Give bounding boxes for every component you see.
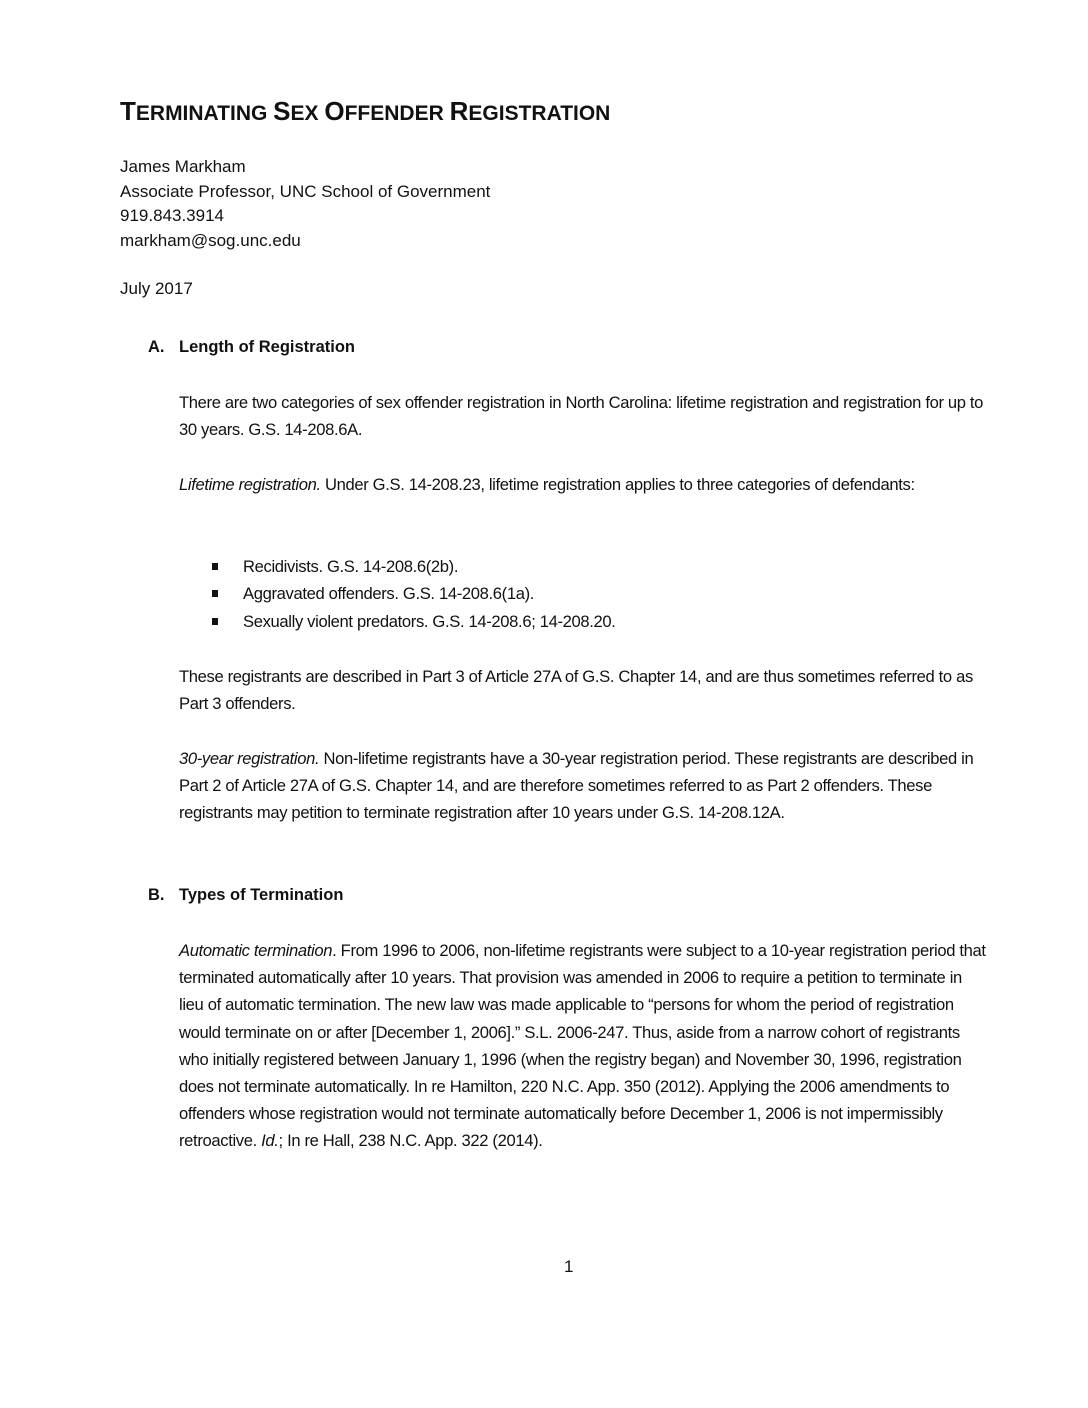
square-bullet-icon [212,563,218,570]
title-word: TERMINATING [120,96,268,126]
section-a-heading [148,338,355,357]
list-item: Sexually violent predators. G.S. 14-208.6; 14-208.20. [212,608,616,635]
square-bullet-icon [212,618,218,625]
document-title [120,96,610,127]
section-b-heading [148,886,343,905]
square-bullet-icon [212,590,218,597]
paragraph: Automatic termination. From 1996 to 2006, non-lifetime registrants were subject to a 10-year registration period that terminated automatically after 10 years. That provision was amended in 2006 to require a petition to terminate in lieu of automatic termination. The new law was made applicable to “persons for whom the period of registration would terminate on or after [December 1, 2006].” S.L. 2006-247. Thus, aside from a narrow cohort of registrants who initially registered between January 1, 1996 (when the registry began) and November 30, 1996, registration does not terminate automatically. In re Hamilton, 220 N.C. App. 350 (2012). Applying the 2006 amendments to offenders whose registration would not terminate automatically before December 1, 2006 is not impermissibly retroactive. Id.; In re Hall, 238 N.C. App. 322 (2014). [179,941,986,1151]
italic-citation: Id. [261,1131,279,1151]
author-name: James Markham [120,157,246,176]
list-item: Recidivists. G.S. 14-208.6(2b). [212,553,616,580]
list-item: Aggravated offenders. G.S. 14-208.6(1a). [212,580,616,607]
bullet-list [212,553,616,635]
section-letter: B. [148,886,165,904]
author-block [120,155,490,253]
title-word: OFFENDER [324,96,444,126]
paragraph: These registrants are described in Part 3 of Article 27A of G.S. Chapter 14, and are thus sometimes referred to as Part 3 offenders. [179,667,973,714]
author-email: markham@sog.unc.edu [120,230,301,250]
section-title: Types of Termination [179,886,344,904]
author-position: Associate Professor, UNC School of Government [120,181,491,201]
paragraph: There are two categories of sex offender registration in North Carolina: lifetime registration and registration for up to 30 years. G.S. 14-208.6A. [179,393,984,440]
page-number: 1 [564,1257,574,1276]
italic-lead: Automatic termination [179,941,333,960]
paragraph: 30-year registration. Non-lifetime registrants have a 30-year registration period. These registrants are described in Part 2 of Article 27A of G.S. Chapter 14, and are therefore sometimes referred to as Part 2 offenders. These registrants may petition to terminate registration after 10 years under G.S. 14-208.12A. [179,749,974,823]
section-title: Length of Registration [179,338,355,356]
section-letter: A. [148,338,165,356]
document-date: July 2017 [120,279,193,298]
paragraph: Lifetime registration. Under G.S. 14-208.23, lifetime registration applies to three categories of defendants: [179,475,915,494]
title-word: REGISTRATION [449,96,611,126]
italic-lead: Lifetime registration. [179,475,321,494]
author-phone: 919.843.3914 [120,206,224,225]
title-word: SEX [273,96,319,126]
italic-lead: 30-year registration. [179,749,320,768]
